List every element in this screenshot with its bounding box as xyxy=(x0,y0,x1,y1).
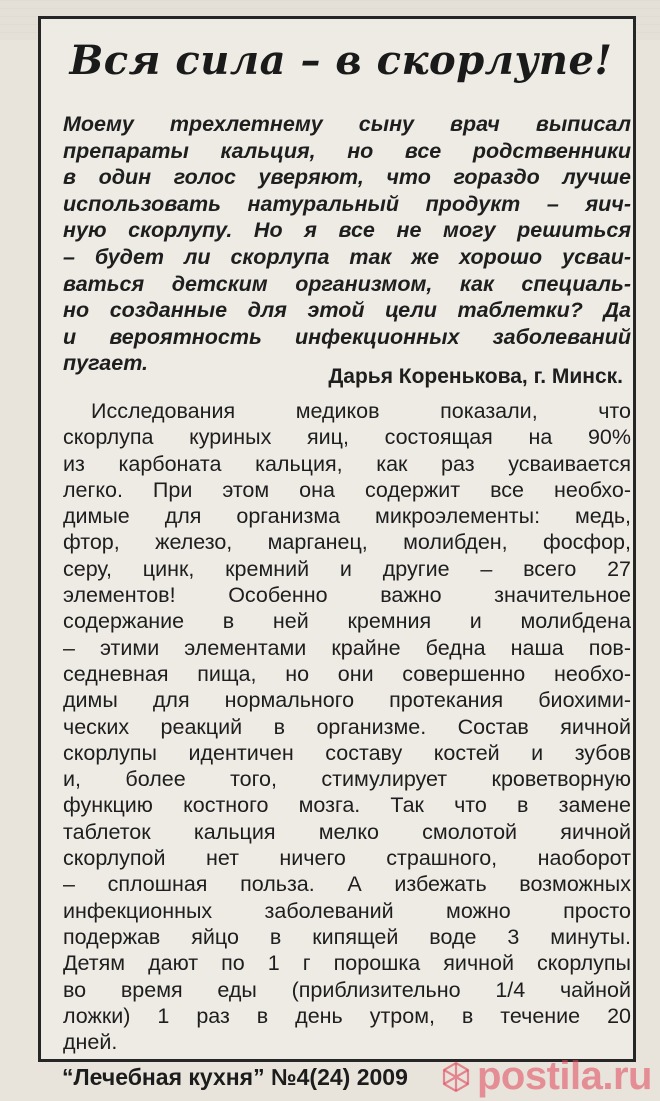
letter-line: препараты кальция, но все родственники xyxy=(63,138,631,163)
body-line: Исследования медиков показали, что xyxy=(91,399,631,423)
body-line: скорлупа куриных яиц, состоящая на 90% xyxy=(63,425,631,450)
letter-line: ную скорлупу. Но я все не могу решиться xyxy=(63,218,631,243)
body-line: легко. При этом она содержит все необхо- xyxy=(63,477,631,502)
letter-line: ваться детским организмом, как специаль- xyxy=(63,271,631,296)
postila-logo-icon xyxy=(439,1060,473,1094)
article-headline: Вся сила – в скорлупе! xyxy=(69,37,613,84)
letter-line: Моему трехлетнему сыну врач выписал xyxy=(63,112,631,136)
body-line: Детям дают по 1 г порошка яичной скорлупы xyxy=(63,951,631,976)
article-frame xyxy=(38,16,636,1062)
body-line: содержание в ней кремния и молибдена xyxy=(63,609,631,634)
body-line: во время еды (приблизительно 1/4 чайной xyxy=(63,977,631,1002)
letter-line: в один голос уверяют, что гораздо лучше xyxy=(63,165,631,190)
body-line: инфекционных заболеваний можно просто xyxy=(63,898,631,923)
letter-line: и вероятность инфекционных заболеваний xyxy=(63,324,631,349)
body-line: функцию костного мозга. Так что в замене xyxy=(63,793,631,818)
article-body xyxy=(63,398,631,1055)
letter-line: – будет ли скорлупа так же хорошо усваи- xyxy=(63,244,631,269)
body-line: скорлупой нет ничего страшного, наоборот xyxy=(63,846,631,871)
reader-letter xyxy=(63,111,631,377)
body-line: ческих реакций в организме. Состав яичной xyxy=(63,714,631,739)
postila-watermark xyxy=(439,1054,652,1099)
letter-line: использовать натуральный продукт – яич- xyxy=(63,191,631,216)
letter-signature: Дарья Коренькова, г. Минск. xyxy=(328,365,623,388)
body-line: дней. xyxy=(63,1030,118,1055)
body-line: подержав яйцо в кипящей воде 3 минуты. xyxy=(63,924,631,949)
body-line: из карбоната кальция, как раз усваивается xyxy=(63,451,631,476)
body-line: димые для организма микроэлементы: медь, xyxy=(63,504,631,529)
body-line: серу, цинк, кремний и другие – всего 27 xyxy=(63,556,631,581)
body-line: – этими элементами крайне бедна наша пов- xyxy=(63,635,631,660)
body-line: фтор, железо, марганец, молибден, фосфор, xyxy=(63,530,631,555)
body-line: – сплошная польза. А избежать возможных xyxy=(63,872,631,897)
body-line: скорлупы идентичен составу костей и зубов xyxy=(63,740,631,765)
body-line: элементов! Особенно важно значительное xyxy=(63,583,631,608)
body-line: димы для нормального протекания биохими- xyxy=(63,688,631,713)
body-line: ложки) 1 раз в день утром, в течение 20 xyxy=(63,1003,631,1028)
body-line: седневная пища, но они совершенно необхо- xyxy=(63,661,631,686)
body-line: и, более того, стимулирует кроветворную xyxy=(63,767,631,792)
watermark-text: postila.ru xyxy=(476,1054,652,1098)
body-line: таблеток кальция мелко смолотой яичной xyxy=(63,819,631,844)
publication-source: “Лечебная кухня” №4(24) 2009 xyxy=(62,1064,408,1090)
letter-line: пугает. xyxy=(63,351,149,376)
letter-line: но созданные для этой цели таблетки? Да xyxy=(63,298,631,323)
